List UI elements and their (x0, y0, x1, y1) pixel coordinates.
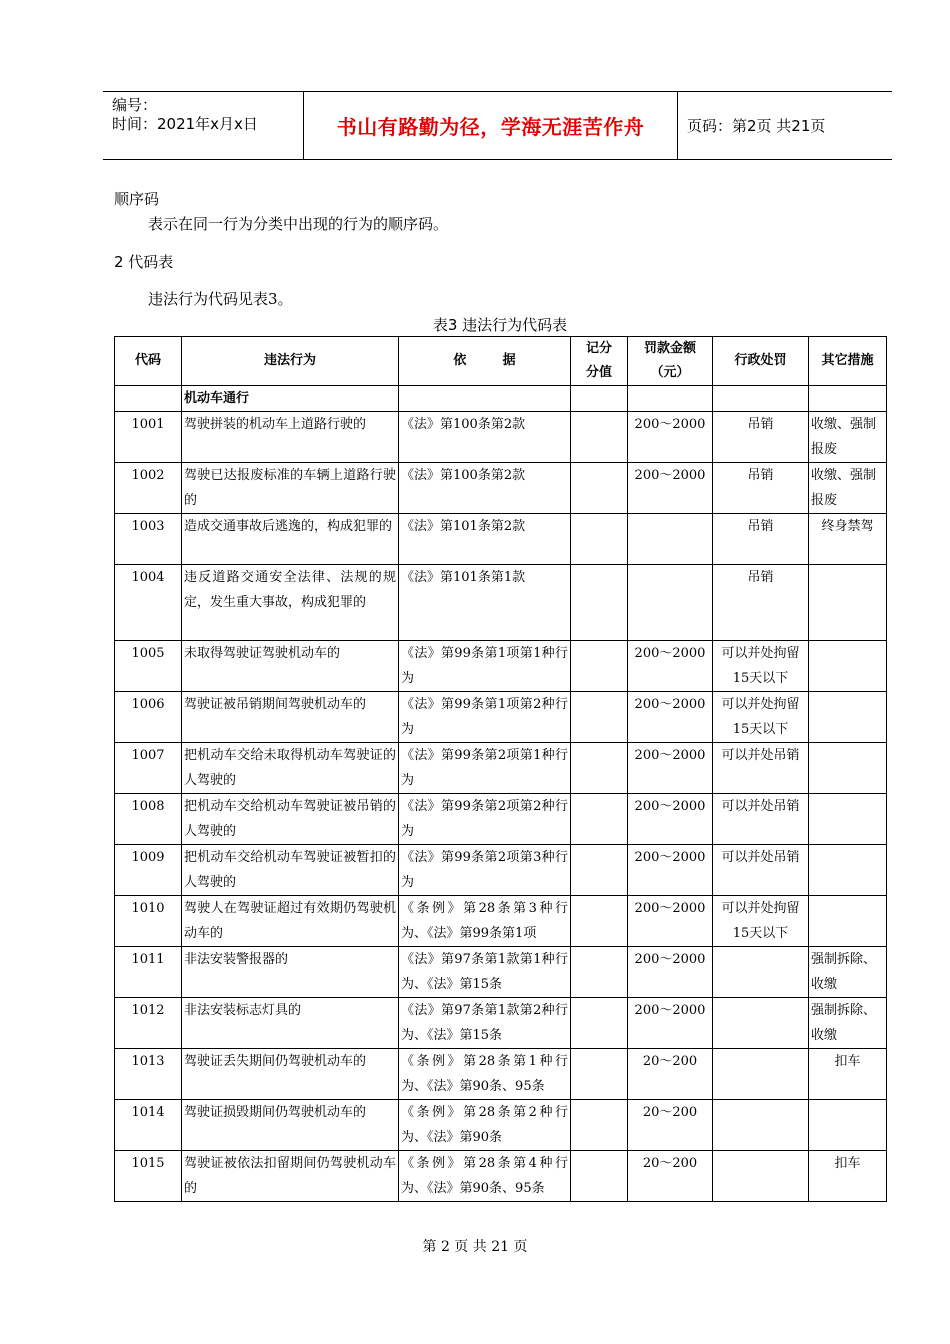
header-fine (628, 337, 713, 386)
fine-cell: 200～2000 (628, 463, 713, 514)
penalty-cell: 可以并处吊销 (713, 743, 809, 794)
fine-cell: 20～200 (628, 1151, 713, 1202)
points-cell (571, 896, 628, 947)
fine-cell: 200～2000 (628, 692, 713, 743)
basis-cell: 《法》第99条第2项第1种行为 (399, 743, 571, 794)
points-cell (571, 565, 628, 641)
code-cell: 1007 (115, 743, 182, 794)
points-cell (571, 1049, 628, 1100)
act-cell: 违反道路交通安全法律、法规的规定，发生重大事故，构成犯罪的 (182, 565, 399, 641)
table-row (115, 514, 887, 565)
points-cell (571, 692, 628, 743)
code-cell: 1009 (115, 845, 182, 896)
section-heading: 2 代码表 (114, 253, 174, 271)
penalty-cell (713, 1151, 809, 1202)
other-cell: 收缴、强制报废 (809, 463, 887, 514)
term-title: 顺序码 (114, 190, 160, 208)
document-time: 时间：2021年x月x日 (112, 115, 258, 133)
table-row (115, 1100, 887, 1151)
basis-cell: 《法》第101条第2款 (399, 514, 571, 565)
penalty-cell (713, 998, 809, 1049)
fine-cell: 200～2000 (628, 641, 713, 692)
fine-cell: 200～2000 (628, 845, 713, 896)
points-cell (571, 1151, 628, 1202)
points-cell (571, 794, 628, 845)
penalty-cell: 吊销 (713, 412, 809, 463)
category-name: 机动车通行 (182, 386, 399, 412)
penalty-cell: 可以并处拘留15天以下 (713, 692, 809, 743)
header-points (571, 337, 628, 386)
act-cell: 驾驶证被吊销期间驾驶机动车的 (182, 692, 399, 743)
act-cell: 驾驶拼装的机动车上道路行驶的 (182, 412, 399, 463)
act-cell: 驾驶证被依法扣留期间仍驾驶机动车的 (182, 1151, 399, 1202)
code-cell: 1004 (115, 565, 182, 641)
other-cell (809, 743, 887, 794)
page-footer: 第 2 页 共 21 页 (422, 1239, 528, 1255)
intro-text: 违法行为代码见表3。 (148, 290, 293, 308)
category-row (115, 386, 887, 412)
code-cell: 1015 (115, 1151, 182, 1202)
basis-cell: 《法》第99条第1项第1种行为 (399, 641, 571, 692)
penalty-cell (713, 947, 809, 998)
fine-cell: 200～2000 (628, 998, 713, 1049)
basis-cell: 《法》第99条第2项第2种行为 (399, 794, 571, 845)
other-cell: 收缴、强制报废 (809, 412, 887, 463)
category-empty-cell (809, 386, 887, 412)
penalty-cell: 可以并处吊销 (713, 794, 809, 845)
penalty-cell (713, 1049, 809, 1100)
penalty-cell: 可以并处拘留15天以下 (713, 896, 809, 947)
basis-cell: 《法》第100条第2款 (399, 412, 571, 463)
basis-cell: 《法》第100条第2款 (399, 463, 571, 514)
penalty-cell (713, 1100, 809, 1151)
act-cell: 非法安装警报器的 (182, 947, 399, 998)
other-cell (809, 565, 887, 641)
points-cell (571, 463, 628, 514)
table-row (115, 412, 887, 463)
penalty-cell: 可以并处拘留15天以下 (713, 641, 809, 692)
points-cell (571, 998, 628, 1049)
act-cell: 驾驶证丢失期间仍驾驶机动车的 (182, 1049, 399, 1100)
points-cell (571, 412, 628, 463)
fine-cell (628, 565, 713, 641)
act-cell: 驾驶证损毁期间仍驾驶机动车的 (182, 1100, 399, 1151)
act-cell: 把机动车交给机动车驾驶证被吊销的人驾驶的 (182, 794, 399, 845)
points-cell (571, 641, 628, 692)
code-cell: 1006 (115, 692, 182, 743)
other-cell: 扣车 (809, 1151, 887, 1202)
penalty-cell: 吊销 (713, 565, 809, 641)
table-row (115, 998, 887, 1049)
code-cell: 1008 (115, 794, 182, 845)
table-row (115, 845, 887, 896)
table-row (115, 641, 887, 692)
code-cell: 1002 (115, 463, 182, 514)
basis-cell: 《条例》第28条第4种行为、《法》第90条、95条 (399, 1151, 571, 1202)
table-row (115, 1151, 887, 1202)
table-row (115, 463, 887, 514)
other-cell: 终身禁驾 (809, 514, 887, 565)
code-cell: 1010 (115, 896, 182, 947)
category-empty-cell (713, 386, 809, 412)
category-empty-cell (628, 386, 713, 412)
basis-cell: 《法》第97条第1款第2种行为、《法》第15条 (399, 998, 571, 1049)
document-header (103, 91, 892, 160)
header-penalty: 行政处罚 (713, 337, 809, 386)
table-caption: 表3 违法行为代码表 (432, 316, 568, 334)
act-cell: 非法安装标志灯具的 (182, 998, 399, 1049)
fine-cell (628, 514, 713, 565)
points-cell (571, 514, 628, 565)
header-fine-label: 罚款金额（元） (643, 341, 696, 380)
penalty-cell: 可以并处吊销 (713, 845, 809, 896)
code-cell: 1014 (115, 1100, 182, 1151)
header-page-info: 页码：第2页 共21页 (687, 117, 826, 135)
category-code-cell (115, 386, 182, 412)
fine-cell: 200～2000 (628, 896, 713, 947)
other-cell (809, 896, 887, 947)
table-row (115, 896, 887, 947)
penalty-cell: 吊销 (713, 514, 809, 565)
points-cell (571, 845, 628, 896)
penalty-cell: 吊销 (713, 463, 809, 514)
points-cell (571, 1100, 628, 1151)
points-cell (571, 947, 628, 998)
code-cell: 1012 (115, 998, 182, 1049)
fine-cell: 200～2000 (628, 794, 713, 845)
header-motto: 书山有路勤为径，学海无涯苦作舟 (304, 92, 678, 159)
fine-cell: 20～200 (628, 1100, 713, 1151)
table-row (115, 743, 887, 794)
table-row (115, 1049, 887, 1100)
basis-cell: 《法》第99条第2项第3种行为 (399, 845, 571, 896)
act-cell: 把机动车交给未取得机动车驾驶证的人驾驶的 (182, 743, 399, 794)
violation-code-table (114, 336, 887, 1202)
act-cell: 驾驶已达报废标准的车辆上道路行驶的 (182, 463, 399, 514)
code-cell: 1013 (115, 1049, 182, 1100)
other-cell: 强制拆除、收缴 (809, 947, 887, 998)
basis-cell: 《条例》第28条第3种行为、《法》第99条第1项 (399, 896, 571, 947)
basis-cell: 《法》第101条第1款 (399, 565, 571, 641)
other-cell (809, 794, 887, 845)
header-act: 违法行为 (182, 337, 399, 386)
act-cell: 未取得驾驶证驾驶机动车的 (182, 641, 399, 692)
table-header-row (115, 337, 887, 386)
table-row (115, 565, 887, 641)
act-cell: 把机动车交给机动车驾驶证被暂扣的人驾驶的 (182, 845, 399, 896)
other-cell: 扣车 (809, 1049, 887, 1100)
table-row (115, 794, 887, 845)
header-points-label: 记分分值 (585, 341, 612, 380)
points-cell (571, 743, 628, 794)
other-cell (809, 641, 887, 692)
fine-cell: 200～2000 (628, 743, 713, 794)
term-description: 表示在同一行为分类中出现的行为的顺序码。 (148, 215, 449, 233)
header-meta (103, 92, 304, 159)
basis-cell: 《法》第99条第1项第2种行为 (399, 692, 571, 743)
fine-cell: 20～200 (628, 1049, 713, 1100)
basis-cell: 《条例》第28条第1种行为、《法》第90条、95条 (399, 1049, 571, 1100)
header-code: 代码 (115, 337, 182, 386)
table-row (115, 947, 887, 998)
fine-cell: 200～2000 (628, 947, 713, 998)
other-cell (809, 692, 887, 743)
act-cell: 造成交通事故后逃逸的，构成犯罪的 (182, 514, 399, 565)
fine-cell: 200～2000 (628, 412, 713, 463)
header-basis: 依 据 (399, 337, 571, 386)
table-row (115, 692, 887, 743)
other-cell (809, 845, 887, 896)
act-cell: 驾驶人在驾驶证超过有效期仍驾驶机动车的 (182, 896, 399, 947)
other-cell (809, 1100, 887, 1151)
code-cell: 1001 (115, 412, 182, 463)
header-other: 其它措施 (809, 337, 887, 386)
code-cell: 1011 (115, 947, 182, 998)
basis-cell: 《法》第97条第1款第1种行为、《法》第15条 (399, 947, 571, 998)
basis-cell: 《条例》第28条第2种行为、《法》第90条 (399, 1100, 571, 1151)
category-empty-cell (571, 386, 628, 412)
category-empty-cell (399, 386, 571, 412)
other-cell: 强制拆除、收缴 (809, 998, 887, 1049)
document-number-label: 编号： (112, 96, 158, 114)
code-cell: 1005 (115, 641, 182, 692)
code-cell: 1003 (115, 514, 182, 565)
